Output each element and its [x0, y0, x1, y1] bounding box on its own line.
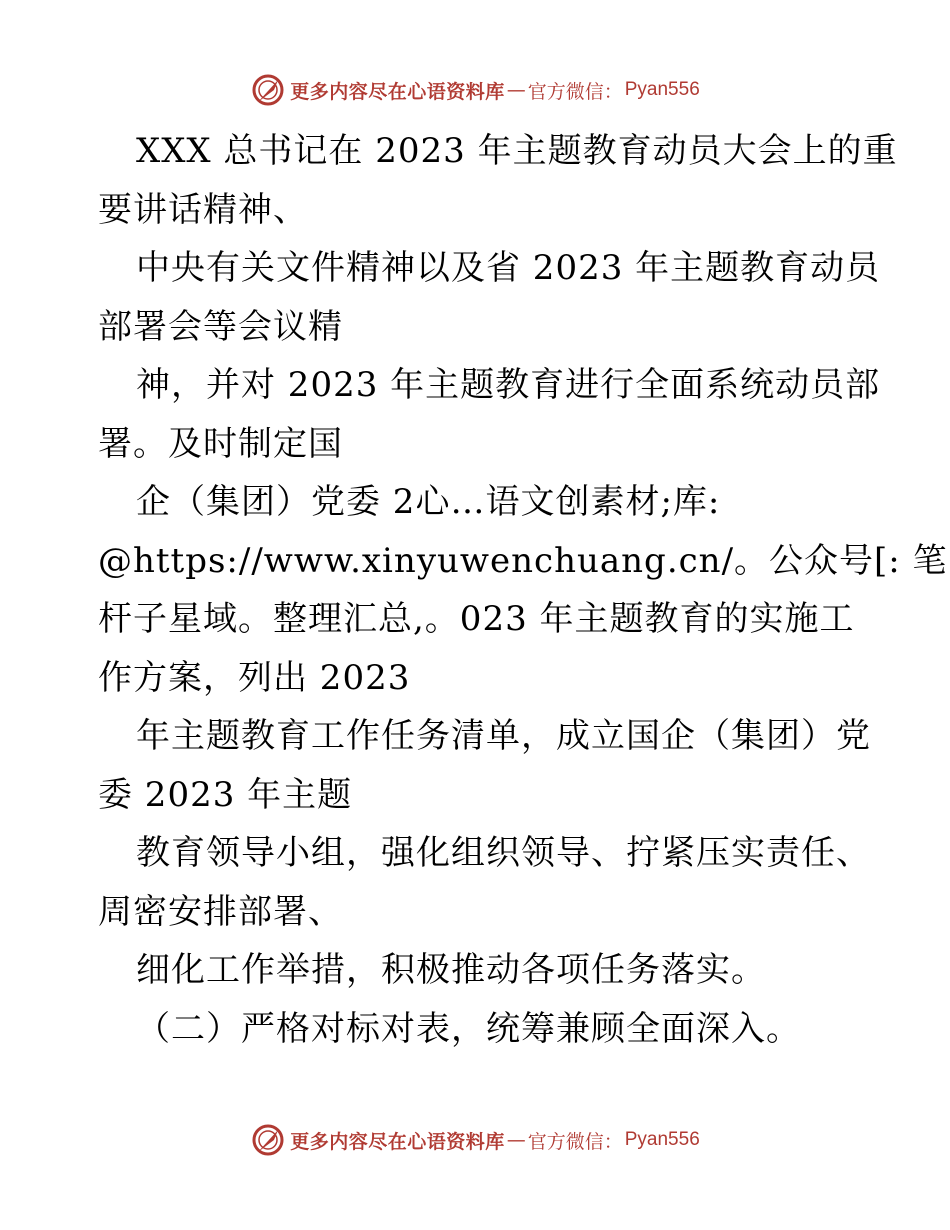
quill-logo-icon: [250, 72, 286, 108]
header-wechat-label: 官方微信：: [527, 80, 623, 103]
body-line: 教育领导小组，强化组织领导、拧紧压实责任、: [136, 833, 871, 873]
body-line: 周密安排部署、: [98, 891, 343, 932]
body-line: 细化工作举措，积极推动各项任务落实。: [136, 950, 766, 990]
body-line: XXX 总书记在 2023 年主题教育动员大会上的重: [136, 131, 898, 171]
header-banner: [0, 70, 950, 110]
body-line: 杆子星域。整理汇总,。023 年主题教育的实施工: [98, 599, 855, 639]
document-body: [98, 122, 948, 1058]
header-dash: —: [506, 79, 526, 101]
footer-banner: [0, 1120, 950, 1160]
body-line: 委 2023 年主题: [98, 774, 353, 815]
body-line: 中央有关文件精神以及省 2023 年主题教育动员: [136, 248, 881, 288]
footer-dash: —: [506, 1129, 526, 1151]
quill-logo-icon: [250, 1122, 286, 1158]
footer-wechat-label: 官方微信：: [527, 1130, 623, 1153]
header-wechat-id: Pyan556: [624, 79, 700, 100]
body-line: 要讲话精神、: [98, 189, 308, 230]
body-line: 部署会等会议精: [98, 306, 343, 347]
body-line: 企（集团）党委 2心…语文创素材;库:: [136, 482, 721, 522]
body-line: 年主题教育工作任务清单，成立国企（集团）党: [136, 716, 871, 756]
body-line: （二）严格对标对表，统筹兼顾全面深入。: [136, 1008, 801, 1049]
header-text: 更多内容尽在心语资料库: [290, 80, 505, 103]
body-line: @https://www.xinyuwenchuang.cn/。公众号[: 笔: [98, 540, 948, 581]
body-line: 神，并对 2023 年主题教育进行全面系统动员部: [136, 365, 881, 405]
body-line: 署。及时制定国: [98, 423, 343, 464]
footer-wechat-id: Pyan556: [624, 1129, 700, 1150]
footer-text: 更多内容尽在心语资料库: [290, 1130, 505, 1153]
body-line: 作方案，列出 2023: [98, 657, 411, 698]
